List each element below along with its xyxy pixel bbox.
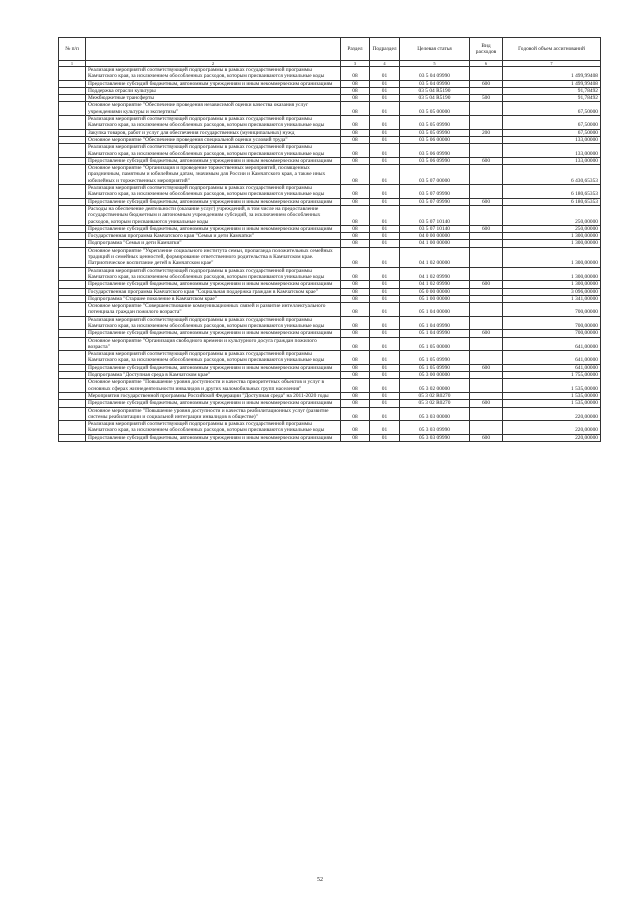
cell-name: Предоставление субсидий бюджетным, автономным учреждениям и иным некоммерческим организациям — [86, 434, 341, 441]
cell-num — [59, 288, 86, 295]
cell-podrazdel: 01 — [370, 330, 400, 337]
cell-vr: 600 — [470, 80, 503, 87]
cell-podrazdel: 01 — [370, 80, 400, 87]
cell-name: Предоставление субсидий бюджетным, автономным учреждениям и иным некоммерческим организациям — [86, 225, 341, 232]
cell-sum: 1 300,00000 — [503, 240, 601, 247]
col-razdel-header: Раздел — [341, 38, 370, 61]
cell-podrazdel: 01 — [370, 400, 400, 407]
col-num-header: № п/п — [59, 38, 86, 61]
cell-vr — [470, 185, 503, 199]
cell-csr: 04 1 02 09990 — [400, 281, 470, 288]
cell-name: Предоставление субсидий бюджетным, автономным учреждениям и иным некоммерческим организациям — [86, 400, 341, 407]
cell-vr — [470, 351, 503, 365]
cell-razdel: 08 — [341, 316, 370, 330]
cell-vr — [470, 136, 503, 143]
table-row — [59, 185, 601, 199]
cell-vr — [470, 407, 503, 421]
cell-razdel: 08 — [341, 400, 370, 407]
cell-name: Государственная программа Камчатского края "Семья и дети Камчатки" — [86, 233, 341, 240]
cell-sum: 91,78492 — [503, 87, 601, 94]
cell-razdel: 08 — [341, 102, 370, 116]
cell-name: Межбюджетные трансферты — [86, 95, 341, 102]
cell-vr — [470, 372, 503, 379]
cell-csr: 03 5 04 09990 — [400, 67, 470, 81]
cell-vr — [470, 116, 503, 130]
budget-page — [58, 37, 600, 442]
cell-razdel: 08 — [341, 247, 370, 267]
cell-vr — [470, 337, 503, 351]
table-row — [59, 136, 601, 143]
cell-name: Подпрограмма "Доступная среда в Камчатском крае" — [86, 372, 341, 379]
table-row — [59, 87, 601, 94]
cell-razdel: 08 — [341, 205, 370, 225]
cell-razdel: 08 — [341, 95, 370, 102]
cell-num — [59, 198, 86, 205]
cell-csr: 05 1 04 00000 — [400, 303, 470, 317]
cell-sum: 1 499,99408 — [503, 80, 601, 87]
table-row — [59, 434, 601, 441]
cell-sum: 1 341,00000 — [503, 295, 601, 302]
cell-csr: 05 0 00 00000 — [400, 288, 470, 295]
colnum-3: 3 — [341, 61, 370, 67]
cell-podrazdel: 01 — [370, 295, 400, 302]
table-row — [59, 303, 601, 317]
table-row — [59, 102, 601, 116]
table-row — [59, 379, 601, 393]
cell-sum: 6 430,65353 — [503, 165, 601, 185]
cell-num — [59, 267, 86, 281]
cell-razdel: 08 — [341, 351, 370, 365]
cell-vr — [470, 392, 503, 399]
table-row — [59, 157, 601, 164]
cell-podrazdel: 01 — [370, 351, 400, 365]
cell-name: Предоставление субсидий бюджетным, автономным учреждениям и иным некоммерческим организациям — [86, 157, 341, 164]
cell-name: Поддержка отрасли культуры — [86, 87, 341, 94]
cell-podrazdel: 01 — [370, 144, 400, 158]
cell-csr: 03 5 06 09990 — [400, 144, 470, 158]
cell-podrazdel: 01 — [370, 372, 400, 379]
cell-podrazdel: 01 — [370, 129, 400, 136]
cell-csr: 03 5 04 R5190 — [400, 87, 470, 94]
table-row — [59, 95, 601, 102]
cell-csr: 04 1 02 00000 — [400, 247, 470, 267]
cell-podrazdel: 01 — [370, 421, 400, 435]
table-row — [59, 80, 601, 87]
cell-sum: 1 535,00000 — [503, 400, 601, 407]
cell-razdel: 08 — [341, 225, 370, 232]
cell-name: Мероприятия государственной программы Российской Федерации "Доступная среда" на 2011-2020 годы — [86, 392, 341, 399]
cell-razdel: 08 — [341, 330, 370, 337]
cell-vr: 600 — [470, 434, 503, 441]
cell-num — [59, 372, 86, 379]
cell-name: Реализация мероприятий соответствующей подпрограммы в рамках государственной программы Камчатского края, за исключением обособленных расходов, которым присваиваются уникальные коды — [86, 185, 341, 199]
cell-num — [59, 157, 86, 164]
table-row — [59, 421, 601, 435]
cell-num — [59, 337, 86, 351]
cell-name: Основное мероприятие "Обеспечение проведения независимой оценки качества оказания услуг учреждениями культуры и экспертизы" — [86, 102, 341, 116]
cell-csr: 04 1 02 09990 — [400, 267, 470, 281]
cell-num — [59, 295, 86, 302]
cell-podrazdel: 01 — [370, 165, 400, 185]
colnum-2: 2 — [86, 61, 341, 67]
cell-razdel: 08 — [341, 288, 370, 295]
cell-sum: 220,00000 — [503, 421, 601, 435]
cell-csr: 03 5 04 R5190 — [400, 95, 470, 102]
cell-vr: 500 — [470, 95, 503, 102]
cell-razdel: 08 — [341, 267, 370, 281]
cell-name: Предоставление субсидий бюджетным, автономным учреждениям и иным некоммерческим организациям — [86, 281, 341, 288]
cell-razdel: 08 — [341, 144, 370, 158]
cell-podrazdel: 01 — [370, 267, 400, 281]
cell-csr: 05 1 04 09990 — [400, 316, 470, 330]
cell-name: Основное мероприятие "Обеспечение проведения специальной оценки условий труда" — [86, 136, 341, 143]
cell-num — [59, 95, 86, 102]
table-row — [59, 337, 601, 351]
cell-csr: 03 5 07 09990 — [400, 185, 470, 199]
table-row — [59, 316, 601, 330]
cell-razdel: 08 — [341, 364, 370, 371]
cell-razdel: 08 — [341, 185, 370, 199]
cell-razdel: 08 — [341, 295, 370, 302]
cell-name: Основное мероприятие "Организация свободного времени и культурного досуга граждан пожилого возраста" — [86, 337, 341, 351]
cell-num — [59, 379, 86, 393]
table-row — [59, 295, 601, 302]
cell-sum: 641,00000 — [503, 337, 601, 351]
cell-sum: 6 180,65353 — [503, 185, 601, 199]
cell-csr: 03 5 07 09990 — [400, 198, 470, 205]
colnum-4: 4 — [370, 61, 400, 67]
cell-razdel: 08 — [341, 157, 370, 164]
cell-podrazdel: 01 — [370, 116, 400, 130]
cell-sum: 641,00000 — [503, 351, 601, 365]
col-podrazdel-header: Подраздел — [370, 38, 400, 61]
cell-sum: 91,78492 — [503, 95, 601, 102]
cell-sum: 250,00000 — [503, 205, 601, 225]
cell-csr: 05 3 03 00000 — [400, 407, 470, 421]
colnum-5: 5 — [400, 61, 470, 67]
cell-vr: 600 — [470, 225, 503, 232]
cell-num — [59, 303, 86, 317]
cell-razdel: 08 — [341, 337, 370, 351]
cell-razdel: 08 — [341, 281, 370, 288]
table-row — [59, 288, 601, 295]
cell-name: Реализация мероприятий соответствующей подпрограммы в рамках государственной программы Камчатского края, за исключением обособленных расходов, которым присваиваются уникальные коды — [86, 351, 341, 365]
cell-podrazdel: 01 — [370, 198, 400, 205]
cell-name: Основное мероприятие "Повышение уровня доступности и качества приоритетных объектов и услуг в основных сферах жизнедеятельности инвалидов и других маломобильных групп населения" — [86, 379, 341, 393]
cell-vr: 600 — [470, 281, 503, 288]
table-body — [59, 67, 601, 442]
cell-sum: 641,00000 — [503, 364, 601, 371]
cell-vr — [470, 102, 503, 116]
cell-csr: 03 5 05 09990 — [400, 129, 470, 136]
cell-csr: 03 5 06 00000 — [400, 136, 470, 143]
table-row — [59, 198, 601, 205]
cell-name: Предоставление субсидий бюджетным, автономным учреждениям и иным некоммерческим организациям — [86, 198, 341, 205]
cell-sum: 700,00000 — [503, 316, 601, 330]
table-row — [59, 400, 601, 407]
cell-csr: 05 1 00 00000 — [400, 295, 470, 302]
cell-vr: 600 — [470, 364, 503, 371]
cell-sum: 133,00000 — [503, 157, 601, 164]
cell-vr — [470, 205, 503, 225]
cell-csr: 05 3 00 00000 — [400, 372, 470, 379]
cell-num — [59, 407, 86, 421]
cell-num — [59, 225, 86, 232]
cell-vr — [470, 233, 503, 240]
cell-num — [59, 392, 86, 399]
cell-num — [59, 247, 86, 267]
cell-vr — [470, 247, 503, 267]
cell-podrazdel: 01 — [370, 392, 400, 399]
cell-sum: 250,00000 — [503, 225, 601, 232]
col-sum-header: Годовой объем ассигнований — [503, 38, 601, 61]
header-row — [59, 38, 601, 61]
cell-vr: 600 — [470, 157, 503, 164]
cell-name: Реализация мероприятий соответствующей подпрограммы в рамках государственной программы Камчатского края, за исключением обособленных расходов, которым присваиваются уникальные коды — [86, 267, 341, 281]
table-row — [59, 351, 601, 365]
table-row — [59, 225, 601, 232]
cell-name: Реализация мероприятий соответствующей подпрограммы в рамках государственной программы Камчатского края, за исключением обособленных расходов, которым присваиваются уникальные коды — [86, 67, 341, 81]
cell-vr: 600 — [470, 330, 503, 337]
cell-name: Реализация мероприятий соответствующей подпрограммы в рамках государственной программы Камчатского края, за исключением обособленных расходов, которым присваиваются уникальные коды — [86, 316, 341, 330]
cell-podrazdel: 01 — [370, 247, 400, 267]
cell-num — [59, 129, 86, 136]
col-vr-header: Вид расходов — [470, 38, 503, 61]
cell-name: Расходы на обеспечение деятельности (оказание услуг) учреждений, в том числе на предоставление государственным бюджетным и автономным учреждениям субсидий, за исключением обособленных расходов, которым присваиваются уникальные коды — [86, 205, 341, 225]
cell-razdel: 08 — [341, 434, 370, 441]
cell-sum: 1 300,00000 — [503, 281, 601, 288]
table-row — [59, 267, 601, 281]
cell-sum: 133,00000 — [503, 144, 601, 158]
cell-num — [59, 136, 86, 143]
table-row — [59, 233, 601, 240]
cell-podrazdel: 01 — [370, 87, 400, 94]
cell-podrazdel: 01 — [370, 102, 400, 116]
cell-sum: 1 755,00000 — [503, 372, 601, 379]
cell-name: Предоставление субсидий бюджетным, автономным учреждениям и иным некоммерческим организациям — [86, 80, 341, 87]
cell-name: Основное мероприятие "Укрепление социального института семьи, пропаганда положительных семейных традиций и семейных ценностей, формирование ответственного родительства в Камчатском крае. Патриотическое воспитание детей в Камчатском крае" — [86, 247, 341, 267]
cell-csr: 05 1 04 09990 — [400, 330, 470, 337]
cell-podrazdel: 01 — [370, 434, 400, 441]
cell-name: Предоставление субсидий бюджетным, автономным учреждениям и иным некоммерческим организациям — [86, 330, 341, 337]
cell-sum: 133,00000 — [503, 136, 601, 143]
cell-sum: 700,00000 — [503, 330, 601, 337]
col-csr-header: Целевая статья — [400, 38, 470, 61]
cell-vr — [470, 87, 503, 94]
table-row — [59, 364, 601, 371]
cell-name: Реализация мероприятий соответствующей подпрограммы в рамках государственной программы Камчатского края, за исключением обособленных расходов, которым присваиваются уникальные коды — [86, 116, 341, 130]
cell-podrazdel: 01 — [370, 67, 400, 81]
cell-razdel: 08 — [341, 392, 370, 399]
table-row — [59, 116, 601, 130]
cell-razdel: 08 — [341, 303, 370, 317]
cell-vr: 200 — [470, 129, 503, 136]
cell-podrazdel: 01 — [370, 337, 400, 351]
cell-podrazdel: 01 — [370, 288, 400, 295]
cell-num — [59, 434, 86, 441]
cell-razdel: 08 — [341, 165, 370, 185]
cell-vr — [470, 379, 503, 393]
cell-podrazdel: 01 — [370, 379, 400, 393]
colnum-7: 7 — [503, 61, 601, 67]
cell-num — [59, 281, 86, 288]
cell-name: Реализация мероприятий соответствующей подпрограммы в рамках государственной программы Камчатского края, за исключением обособленных расходов, которым присваиваются уникальные коды — [86, 144, 341, 158]
cell-csr: 03 5 05 09990 — [400, 116, 470, 130]
cell-podrazdel: 01 — [370, 407, 400, 421]
cell-csr: 04 1 00 00000 — [400, 240, 470, 247]
cell-podrazdel: 01 — [370, 281, 400, 288]
cell-podrazdel: 01 — [370, 157, 400, 164]
budget-table — [58, 37, 601, 442]
cell-num — [59, 205, 86, 225]
table-row — [59, 372, 601, 379]
table-row — [59, 67, 601, 81]
cell-name: Подпрограмма "Семья и дети Камчатки" — [86, 240, 341, 247]
cell-vr — [470, 421, 503, 435]
cell-vr — [470, 267, 503, 281]
cell-name: Основное мероприятие "Совершенствование коммуникационных связей и развитие интеллектуального потенциала граждан пожилого возраста" — [86, 303, 341, 317]
cell-sum: 1 535,00000 — [503, 379, 601, 393]
cell-csr: 03 5 07 10140 — [400, 205, 470, 225]
cell-vr — [470, 165, 503, 185]
table-row — [59, 205, 601, 225]
cell-num — [59, 185, 86, 199]
cell-razdel: 08 — [341, 87, 370, 94]
cell-razdel: 08 — [341, 198, 370, 205]
cell-razdel: 08 — [341, 129, 370, 136]
cell-name: Подпрограмма "Старшее поколение в Камчатском крае" — [86, 295, 341, 302]
cell-podrazdel: 01 — [370, 185, 400, 199]
cell-num — [59, 165, 86, 185]
cell-name: Реализация мероприятий соответствующей подпрограммы в рамках государственной программы Камчатского края, за исключением обособленных расходов, которым присваиваются уникальные коды — [86, 421, 341, 435]
cell-name: Основное мероприятие "Повышение уровня доступности и качества реабилитационных услуг (развитие системы реабилитации и социальной интеграции инвалидов в обществе)" — [86, 407, 341, 421]
cell-csr: 05 3 02 R0270 — [400, 392, 470, 399]
cell-num — [59, 330, 86, 337]
cell-csr: 03 5 06 09990 — [400, 157, 470, 164]
cell-vr: 600 — [470, 400, 503, 407]
cell-sum: 1 499,99408 — [503, 67, 601, 81]
cell-podrazdel: 01 — [370, 303, 400, 317]
cell-podrazdel: 01 — [370, 205, 400, 225]
cell-name: Закупка товаров, работ и услуг для обеспечения государственных (муниципальных) нужд — [86, 129, 341, 136]
cell-num — [59, 233, 86, 240]
table-row — [59, 281, 601, 288]
cell-sum: 220,00000 — [503, 434, 601, 441]
cell-sum: 1 300,00000 — [503, 233, 601, 240]
cell-num — [59, 351, 86, 365]
cell-razdel: 08 — [341, 80, 370, 87]
cell-sum: 700,00000 — [503, 303, 601, 317]
cell-csr: 05 3 03 09990 — [400, 421, 470, 435]
table-row — [59, 240, 601, 247]
cell-vr — [470, 144, 503, 158]
cell-csr: 05 1 05 09990 — [400, 351, 470, 365]
cell-razdel: 08 — [341, 116, 370, 130]
cell-num — [59, 87, 86, 94]
cell-csr: 05 1 05 00000 — [400, 337, 470, 351]
cell-csr: 04 0 00 00000 — [400, 233, 470, 240]
cell-sum: 67,50000 — [503, 129, 601, 136]
cell-razdel: 08 — [341, 67, 370, 81]
cell-sum: 1 300,00000 — [503, 267, 601, 281]
cell-razdel: 08 — [341, 233, 370, 240]
cell-vr — [470, 316, 503, 330]
cell-razdel: 08 — [341, 407, 370, 421]
cell-num — [59, 116, 86, 130]
cell-vr — [470, 295, 503, 302]
cell-num — [59, 102, 86, 116]
cell-num — [59, 144, 86, 158]
cell-podrazdel: 01 — [370, 136, 400, 143]
cell-num — [59, 421, 86, 435]
cell-num — [59, 240, 86, 247]
cell-vr — [470, 288, 503, 295]
cell-num — [59, 316, 86, 330]
cell-csr: 03 5 05 00000 — [400, 102, 470, 116]
cell-vr — [470, 67, 503, 81]
cell-razdel: 08 — [341, 240, 370, 247]
cell-vr — [470, 303, 503, 317]
cell-razdel: 08 — [341, 421, 370, 435]
cell-vr — [470, 240, 503, 247]
cell-sum: 67,50000 — [503, 116, 601, 130]
cell-sum: 1 535,00000 — [503, 392, 601, 399]
table-row — [59, 129, 601, 136]
cell-csr: 05 3 02 00000 — [400, 379, 470, 393]
cell-csr: 03 5 04 09990 — [400, 80, 470, 87]
table-row — [59, 144, 601, 158]
cell-sum: 1 300,00000 — [503, 247, 601, 267]
cell-vr: 600 — [470, 198, 503, 205]
cell-name: Основное мероприятие "Организация и проведение торжественных мероприятий, посвященных праздничным, памятным и юбилейным датам, значимым для России и Камчатского края, а также иных юбилейных и торжественных мероприятий" — [86, 165, 341, 185]
cell-razdel: 08 — [341, 372, 370, 379]
cell-name: Предоставление субсидий бюджетным, автономным учреждениям и иным некоммерческим организациям — [86, 364, 341, 371]
table-row — [59, 247, 601, 267]
cell-num — [59, 400, 86, 407]
cell-num — [59, 67, 86, 81]
cell-podrazdel: 01 — [370, 233, 400, 240]
cell-podrazdel: 01 — [370, 225, 400, 232]
table-row — [59, 165, 601, 185]
col-name-header — [86, 38, 341, 61]
table-row — [59, 407, 601, 421]
cell-razdel: 08 — [341, 136, 370, 143]
cell-podrazdel: 01 — [370, 240, 400, 247]
cell-csr: 03 5 07 00000 — [400, 165, 470, 185]
cell-sum: 220,00000 — [503, 407, 601, 421]
colnum-1: 1 — [59, 61, 86, 67]
cell-podrazdel: 01 — [370, 364, 400, 371]
cell-csr: 05 3 03 09990 — [400, 434, 470, 441]
cell-sum: 6 180,65353 — [503, 198, 601, 205]
cell-razdel: 08 — [341, 379, 370, 393]
cell-sum: 67,50000 — [503, 102, 601, 116]
cell-num — [59, 80, 86, 87]
cell-sum: 3 096,00000 — [503, 288, 601, 295]
cell-podrazdel: 01 — [370, 95, 400, 102]
cell-csr: 05 3 02 R0270 — [400, 400, 470, 407]
cell-csr: 05 1 05 09990 — [400, 364, 470, 371]
colnum-6: 6 — [470, 61, 503, 67]
cell-num — [59, 364, 86, 371]
cell-podrazdel: 01 — [370, 316, 400, 330]
cell-name: Государственная программа Камчатского края "Социальная поддержка граждан в Камчатском крае" — [86, 288, 341, 295]
table-row — [59, 392, 601, 399]
table-row — [59, 330, 601, 337]
page-number: 52 — [317, 877, 323, 883]
cell-csr: 03 5 07 10140 — [400, 225, 470, 232]
